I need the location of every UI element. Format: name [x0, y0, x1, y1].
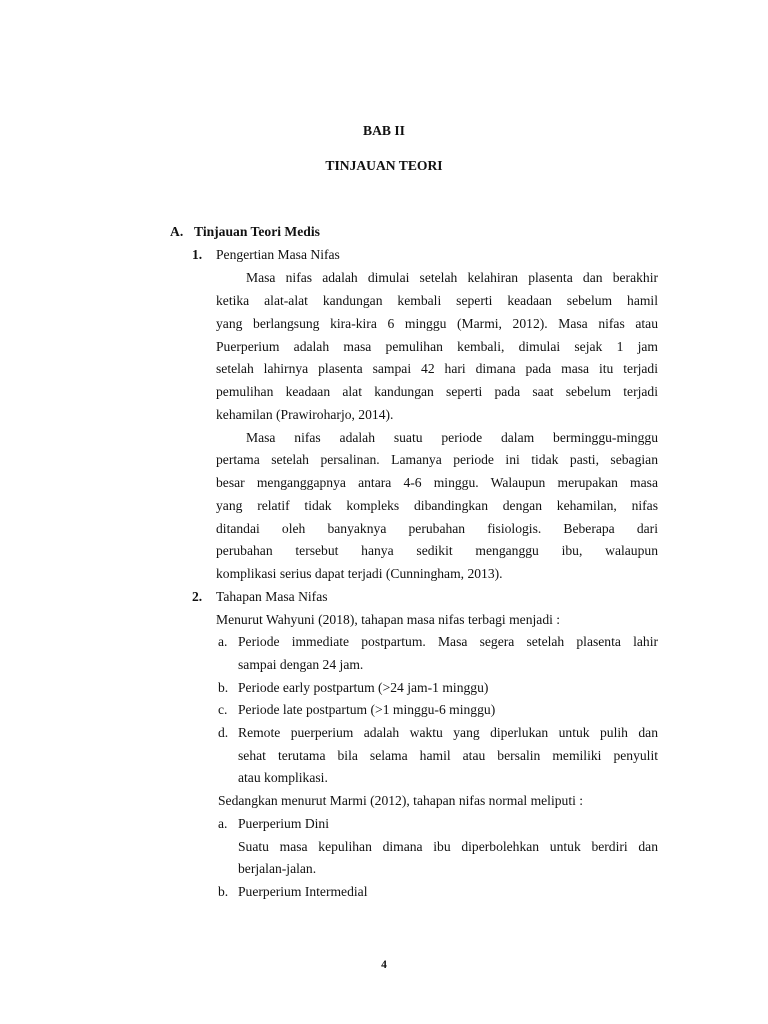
paragraph-line: pertama setelah persalinan. Lamanya periode ini tidak pasti, sebagian — [216, 452, 658, 467]
list-marker: c. — [218, 702, 228, 717]
list-item-line: sehat terutama bila selama hamil atau bersalin memiliki penyulit — [238, 748, 658, 763]
subsection-heading: Tahapan Masa Nifas — [216, 589, 328, 604]
paragraph-line: ketika alat-alat kandungan kembali seperti keadaan sebelum hamil — [216, 293, 658, 308]
subsection-number: 2. — [192, 589, 203, 604]
paragraph-line: yang berlangsung kira-kira 6 minggu (Marmi, 2012). Masa nifas atau — [216, 316, 658, 331]
paragraph-line: setelah lahirnya plasenta sampai 42 hari dimana pada masa itu terjadi — [216, 361, 658, 376]
paragraph-line: ditandai oleh banyaknya perubahan fisiologis. Beberapa dari — [216, 521, 658, 536]
paragraph-line: pemulihan keadaan alat kandungan seperti pada saat sebelum terjadi — [216, 384, 658, 399]
chapter-label: BAB II — [363, 123, 405, 138]
list-marker: b. — [218, 884, 229, 899]
paragraph-line: besar menganggapnya antara 4-6 minggu. Walaupun merupakan masa — [216, 475, 658, 490]
chapter-title: TINJAUAN TEORI — [325, 158, 443, 173]
list-intro: Sedangkan menurut Marmi (2012), tahapan nifas normal meliputi : — [218, 793, 584, 808]
subsection-heading: Pengertian Masa Nifas — [216, 247, 340, 262]
paragraph-line: Puerperium adalah masa pemulihan kembali, dimulai sejak 1 jam — [216, 339, 658, 354]
page-number: 4 — [381, 959, 387, 971]
list-marker: b. — [218, 680, 229, 695]
list-marker: d. — [218, 725, 229, 740]
list-item-title: Puerperium Intermedial — [238, 884, 368, 899]
list-item-line: Periode early postpartum (>24 jam-1 minggu) — [238, 680, 489, 695]
list-item-line: Periode late postpartum (>1 minggu-6 minggu) — [238, 702, 496, 717]
subsection-number: 1. — [192, 247, 203, 262]
paragraph-line: komplikasi serius dapat terjadi (Cunningham, 2013). — [216, 566, 503, 581]
list-item-line: sampai dengan 24 jam. — [238, 657, 364, 672]
list-intro: Menurut Wahyuni (2018), tahapan masa nifas terbagi menjadi : — [216, 612, 561, 627]
list-marker: a. — [218, 634, 228, 649]
section-heading: Tinjauan Teori Medis — [194, 224, 320, 239]
section-marker: A. — [170, 224, 184, 239]
list-item-title: Puerperium Dini — [238, 816, 329, 831]
paragraph-line: Masa nifas adalah dimulai setelah kelahiran plasenta dan berakhir — [246, 270, 658, 285]
list-marker: a. — [218, 816, 228, 831]
list-item-line: atau komplikasi. — [238, 770, 328, 785]
list-item-line: Periode immediate postpartum. Masa segera setelah plasenta lahir — [238, 634, 658, 649]
paragraph-line: kehamilan (Prawiroharjo, 2014). — [216, 407, 394, 422]
list-item-line: Remote puerperium adalah waktu yang diperlukan untuk pulih dan — [238, 725, 658, 740]
list-item-line: berjalan-jalan. — [238, 861, 317, 876]
paragraph-line: yang relatif tidak kompleks dibandingkan dengan kehamilan, nifas — [216, 498, 658, 513]
list-item-line: Suatu masa kepulihan dimana ibu diperbolehkan untuk berdiri dan — [238, 839, 658, 854]
paragraph-line: perubahan tersebut hanya sedikit menganggu ibu, walaupun — [216, 543, 658, 558]
paragraph-line: Masa nifas adalah suatu periode dalam berminggu-minggu — [246, 430, 658, 445]
